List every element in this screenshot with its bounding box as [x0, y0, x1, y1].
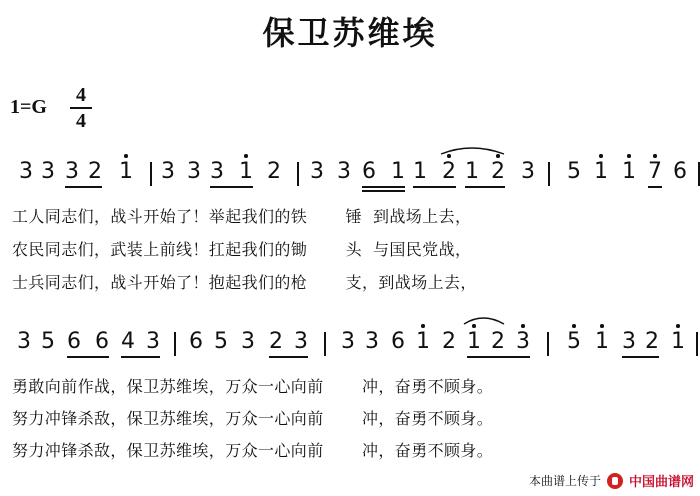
song-title: 保卫苏维埃 [262, 14, 438, 52]
note: 6 [362, 159, 376, 184]
note: 3 [516, 329, 530, 354]
note: 2 [645, 329, 659, 354]
beam-underline [65, 186, 102, 188]
site-logo-icon [607, 473, 623, 489]
note: 5 [214, 329, 228, 354]
lyric-line-3: 士兵同志们，战斗开始了！抱起我们的枪 支，到战场上去， [12, 273, 477, 292]
key-signature: 1=G [10, 96, 47, 118]
note: 1 [465, 159, 479, 184]
beam-underline [413, 186, 456, 188]
high-octave-dot [627, 154, 631, 158]
barline [548, 162, 550, 186]
note: 5 [567, 329, 581, 354]
note: 1 [467, 329, 481, 354]
note: 1 [119, 159, 133, 184]
note: 5 [567, 159, 581, 184]
note: 3 [310, 159, 324, 184]
beam-underline [648, 186, 662, 188]
meter-bottom: 4 [76, 110, 86, 132]
note: 1 [671, 329, 685, 354]
note: 6 [673, 159, 687, 184]
beam-underline [622, 356, 659, 358]
barline [174, 332, 176, 356]
final-barline [696, 332, 698, 356]
note: 3 [622, 329, 636, 354]
beam-underline [67, 356, 109, 358]
note: 6 [189, 329, 203, 354]
note: 3 [241, 329, 255, 354]
footer-site-name[interactable]: 中国曲谱网 [628, 475, 694, 490]
note: 3 [187, 159, 201, 184]
note: 1 [391, 159, 405, 184]
note: 3 [521, 159, 535, 184]
lyric-line-2: 农民同志们，武装上前线！扛起我们的锄 头 与国民党战， [12, 240, 472, 259]
meter-top: 4 [76, 84, 86, 106]
note: 2 [88, 159, 102, 184]
note: 2 [269, 329, 283, 354]
note: 2 [491, 159, 505, 184]
high-octave-dot [244, 154, 248, 158]
barline [547, 332, 549, 356]
high-octave-dot [521, 324, 525, 328]
lyric-line-6: 努力冲锋杀敌，保卫苏维埃，万众一心向前 冲，奋勇不顾身。 [12, 441, 494, 460]
note: 2 [442, 329, 456, 354]
note: 6 [95, 329, 109, 354]
beam-underline [121, 356, 160, 358]
beam-underline [362, 190, 405, 192]
note: 3 [294, 329, 308, 354]
high-octave-dot [676, 324, 680, 328]
note: 1 [594, 159, 608, 184]
lyric-line-4: 勇敢向前作战，保卫苏维埃，万众一心向前 冲，奋勇不顾身。 [12, 377, 494, 396]
beam-underline [467, 356, 530, 358]
note: 6 [67, 329, 81, 354]
beam-underline [210, 186, 253, 188]
beam-underline [269, 356, 308, 358]
high-octave-dot [600, 324, 604, 328]
note: 3 [146, 329, 160, 354]
note: 3 [65, 159, 79, 184]
tie-arc [439, 142, 508, 156]
note: 3 [161, 159, 175, 184]
barline [324, 332, 326, 356]
high-octave-dot [572, 324, 576, 328]
note: 3 [41, 159, 55, 184]
note: 2 [491, 329, 505, 354]
high-octave-dot [124, 154, 128, 158]
note: 1 [595, 329, 609, 354]
note: 3 [210, 159, 224, 184]
note: 1 [416, 329, 430, 354]
barline [297, 162, 299, 186]
lyric-line-5: 努力冲锋杀敌，保卫苏维埃，万众一心向前 冲，奋勇不顾身。 [12, 409, 494, 428]
barline [150, 162, 152, 186]
note: 2 [442, 159, 456, 184]
note: 3 [341, 329, 355, 354]
note: 4 [121, 329, 135, 354]
note: 3 [17, 329, 31, 354]
beam-underline [362, 186, 405, 188]
tie-arc [462, 312, 508, 326]
note: 2 [267, 159, 281, 184]
footer-uploaded-text: 本曲谱上传于 [528, 474, 601, 488]
note: 1 [413, 159, 427, 184]
note: 3 [19, 159, 33, 184]
note: 7 [648, 159, 662, 184]
high-octave-dot [599, 154, 603, 158]
beam-underline [465, 186, 505, 188]
footer [529, 471, 694, 490]
lyric-line-1: 工人同志们，战斗开始了！举起我们的铁 锤 到战场上去， [12, 207, 472, 226]
note: 3 [337, 159, 351, 184]
high-octave-dot [653, 154, 657, 158]
note: 3 [365, 329, 379, 354]
note: 1 [239, 159, 253, 184]
note: 5 [41, 329, 55, 354]
note: 6 [391, 329, 405, 354]
high-octave-dot [421, 324, 425, 328]
note: 1 [622, 159, 636, 184]
